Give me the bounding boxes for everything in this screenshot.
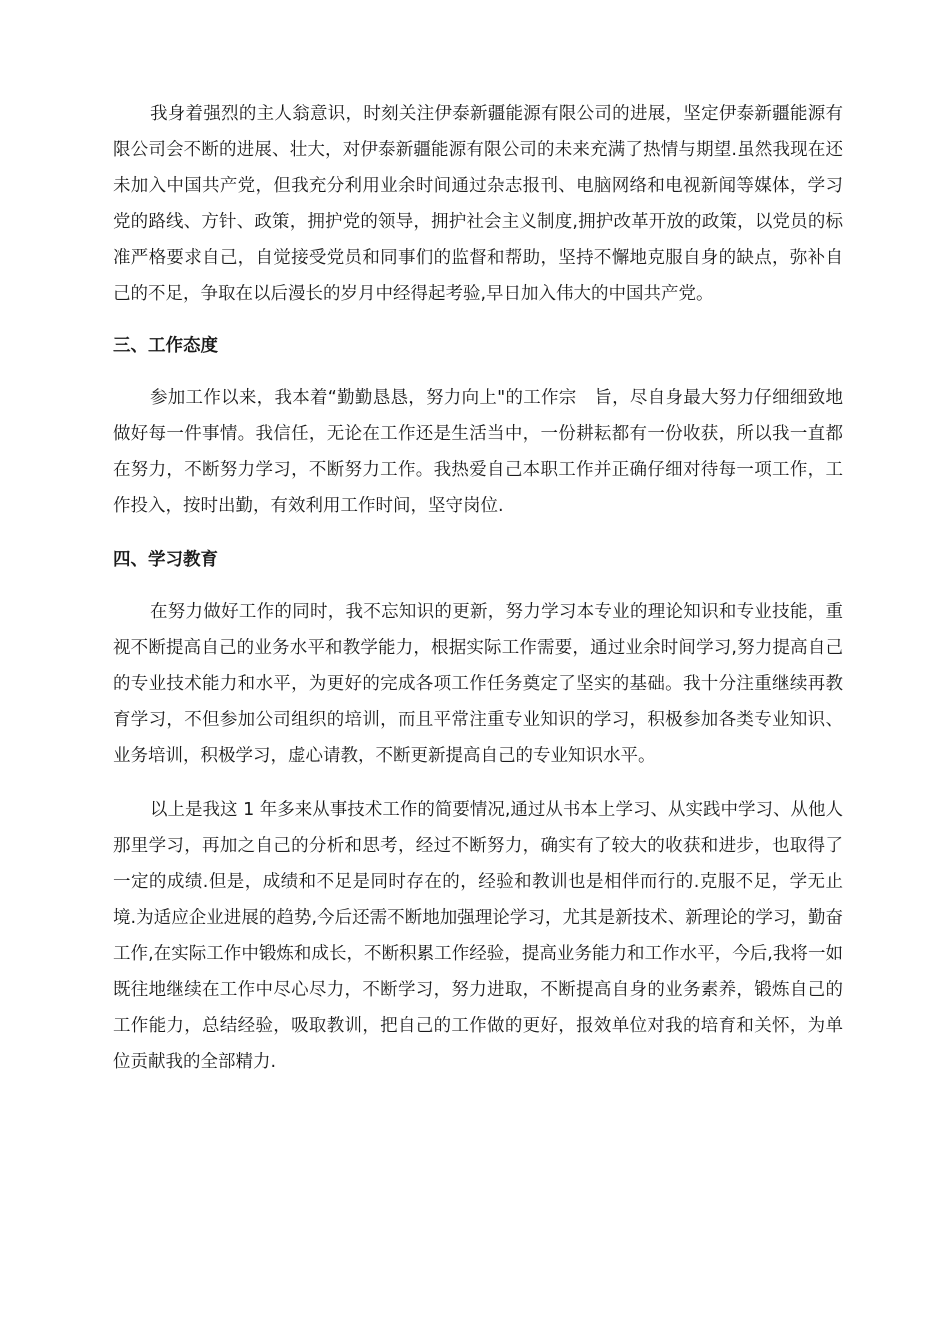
paragraph-study-education: 在努力做好工作的同时，我不忘知识的更新，努力学习本专业的理论知识和专业技能，重视不断提高自己的业务水平和教学能力，根据实际工作需要，通过业余时间学习,努力提高自己的专业技术能力和水平，为更好的完成各项工作任务奠定了坚实的基础。我十分注重继续再教育学习，不但参加公司组织的培训，而且平常注重专业知识的学习，积极参加各类专业知识、业务培训，积极学习，虚心请教，不断更新提高自己的专业知识水平。 — [113, 602, 843, 766]
section-heading-work-attitude: 三、工作态度 — [113, 336, 218, 356]
document-body — [113, 96, 843, 1080]
paragraph-work-attitude: 参加工作以来，我本着“勤勤恳恳，努力向上"的工作宗 旨，尽自身最大努力仔细细致地做好每一件事情。我信任，无论在工作还是生活当中，一份耕耘都有一份收获，所以我一直都在努力，不断努力学习，不断努力工作。我热爱自己本职工作并正确仔细对待每一项工作，工作投入，按时出勤，有效利用工作时间，坚守岗位. — [113, 388, 843, 516]
section-heading-study-education: 四、学习教育 — [113, 550, 218, 570]
paragraph-party-commitment: 我身着强烈的主人翁意识，时刻关注伊泰新疆能源有限公司的进展，坚定伊泰新疆能源有限公司会不断的进展、壮大，对伊泰新疆能源有限公司的未来充满了热情与期望.虽然我现在还未加入中国共产党，但我充分利用业余时间通过杂志报刊、电脑网络和电视新闻等媒体，学习党的路线、方针、政策，拥护党的领导，拥护社会主义制度,拥护改革开放的政策，以党员的标准严格要求自己，自觉接受党员和同事们的监督和帮助，坚持不懈地克服自身的缺点，弥补自己的不足，争取在以后漫长的岁月中经得起考验,早日加入伟大的中国共产党。 — [113, 104, 843, 304]
paragraph-summary: 以上是我这 1 年多来从事技术工作的简要情况,通过从书本上学习、从实践中学习、从他人那里学习，再加之自己的分析和思考，经过不断努力，确实有了较大的收获和进步，也取得了一定的成绩.但是，成绩和不足是同时存在的，经验和教训也是相伴而行的.克服不足，学无止境.为适应企业进展的趋势,今后还需不断地加强理论学习，尤其是新技术、新理论的学习，勤奋工作,在实际工作中锻炼和成长，不断积累工作经验，提高业务能力和工作水平，今后,我将一如既往地继续在工作中尽心尽力，不断学习，努力进取，不断提高自身的业务素养，锻炼自己的工作能力，总结经验，吸取教训，把自己的工作做的更好，报效单位对我的培育和关怀，为单位贡献我的全部精力. — [113, 800, 843, 1072]
